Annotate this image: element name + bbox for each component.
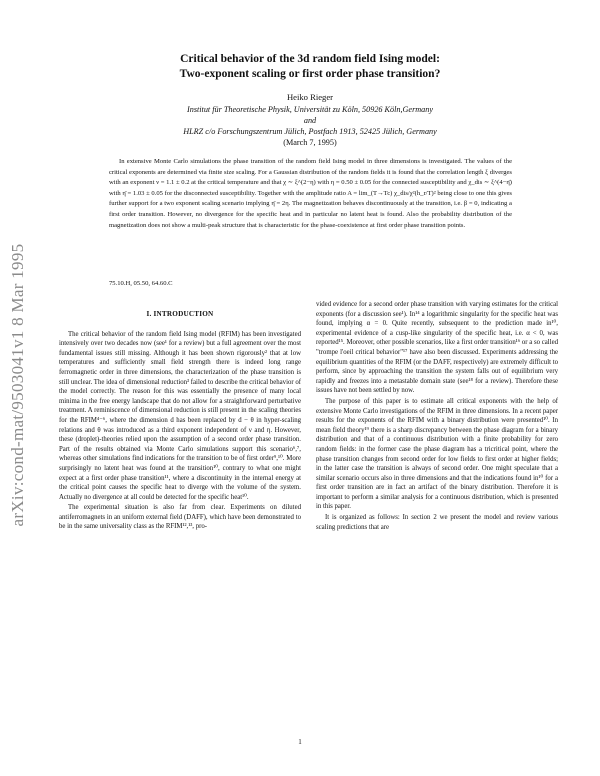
and-separator: and [303,116,317,125]
title-line-1: Critical behavior of the 3d random field Ising model: [180,53,440,65]
left-column [59,310,301,533]
title-line-2: Two-exponent scaling or first order phase transition? [179,68,441,80]
arxiv-id: arXiv:cond-mat/9503041v1 8 Mar 1995 [8,243,27,527]
paragraph: The critical behavior of the random field Ising model (RFIM) has been investigated intensively over two decades now (see¹ for a review) but a full agreement over the most fundamental issues still missing. Although it has been shown rigorously² that at low temperatures and sufficiently small field strength there is indeed long range ferromagnetic order in three dimensions, the characterization of the phase transition is still unclear. The idea of dimensional reduction³ failed to describe the critical behavior of the model correctly. The reason for this was essentially the presence of many local minima in the free energy landscape that do not allow for a straightforward perturbative treatment. A reminiscence of dimensional reduction is still present in the scaling theories for the RFIM⁴⁻⁶, where the dimension d has been replaced by d − θ in hyper-scaling relations and θ was introduced as a third exponent independent of ν and η. However, these (droplet)-theories relied upon the assumption of a second order phase transition. Part of the results obtained via Monte Carlo simulations support this scenario⁶,⁷, whereas other simulations find indications for the transition to be of first order⁹,¹⁰. More surprisingly no latent heat was found at the transition¹⁰, contrary to what one might expect at a first order phase transition¹¹, where a discontinuity in the internal energy at the critical point causes the specific heat to diverge with the volume of the system. Actually no divergence at all could be detected for the specific heat¹⁰. [59,330,301,501]
paragraph: It is organized as follows: In section 2 we present the model and review various scaling predictions that are [316,514,558,531]
paper-title [90,52,530,82]
paragraph: vided evidence for a second order phase transition with varying estimates for the critical exponents (for a discussion see¹). In¹⁴ a logarithmic singularity for the specific heat was found, implying α = 0. Quite recently, subsequent to the prediction made in¹⁰, experimental evidence of a cusp-like singularity of the specific heat, i.e. α < 0, was reported¹⁵. Moreover, other possible scenarios, like a first order transition¹⁶ or a so called "trompe l'oeil critical behavior"¹⁷ have also been discussed. Experiments addressing the equilibrium quantities of the RFIM (or the DAFF, respectively) are extremely difficult to perform, since by approaching the transition the system falls out of equilibrium very rapidly and freezes into a metastable domain state (see¹⁸ for a review). Therefore these issues have not been settled by now. [316,301,558,395]
paragraph: The purpose of this paper is to estimate all critical exponents with the help of extensive Monte Carlo investigations of the RFIM in three dimensions. In a recent paper results for the exponents of the RFIM with a binary distribution were presented¹⁰. In mean field theory¹⁹ there is a sharp discrepancy between the phase diagram for a binary distribution and that of a continuous distribution with a finite probability for zero random fields: in the former case the phase diagram has a tricritical point, where the phase transition changes from second order for low fields to first order at higher fields; in the latter case the transition is always of second order. One might speculate that a similar scenario occurs also in three dimensions and that the indications found in¹⁰ for a first order transition are in fact an artifact of the binary distribution. Therefore it is important to perform a similar analysis for a continuous distribution, which is presented in this paper. [316,397,558,511]
paragraph: The experimental situation is also far from clear. Experiments on diluted antiferromagnets in an uniform external field (DAFF), which have been demonstrated to be in the same universality class as the RFIM¹²,¹³, pro- [59,504,301,531]
author: Heiko Rieger [286,92,334,102]
right-column [316,300,558,533]
arxiv-stamp [0,175,36,595]
page-number: 1 [298,738,302,746]
pacs-numbers: 75.10.H, 05.50, 64.60.C [109,280,173,287]
date: (March 7, 1995) [283,138,337,147]
abstract: In extensive Monte Carlo simulations the phase transition of the random field Ising model in three dimensions is investigated. The values of the critical exponents are determined via finite size scaling. For a Gaussian distribution of the random fields it is found that the correlation length ξ diverges with an exponent ν = 1.1 ± 0.2 at the critical temperature and that χ ∼ ξ^(2−η) with η = 0.50 ± 0.05 for the connected susceptibility and χ_dis ∼ ξ^(4−η̄) with η̄ = 1.03 ± 0.05 for the disconnected susceptibility. Together with the amplitude ratio A = lim_(T→Tc) χ_dis/χ²(h_r/T)² being close to one this gives further support for a two exponent scaling scenario implying η̄ = 2η. The magnetization behaves discontinuously at the transition, i.e. β = 0, indicating a first order transition. However, no divergence for the specific heat and in particular no latent heat is found. Also the probability distribution of the magnetization does not show a multi-peak structure that is characteristic for the phase-coexistence at first order phase transition points. [109,158,512,229]
institution-1: Institut für Theoretische Physik, Universität zu Köln, 50926 Köln,Germany [187,105,433,114]
institution-2: HLRZ c/o Forschungszentrum Jülich, Postfach 1913, 52425 Jülich, Germany [183,127,437,136]
section-heading: I. INTRODUCTION [146,310,214,318]
